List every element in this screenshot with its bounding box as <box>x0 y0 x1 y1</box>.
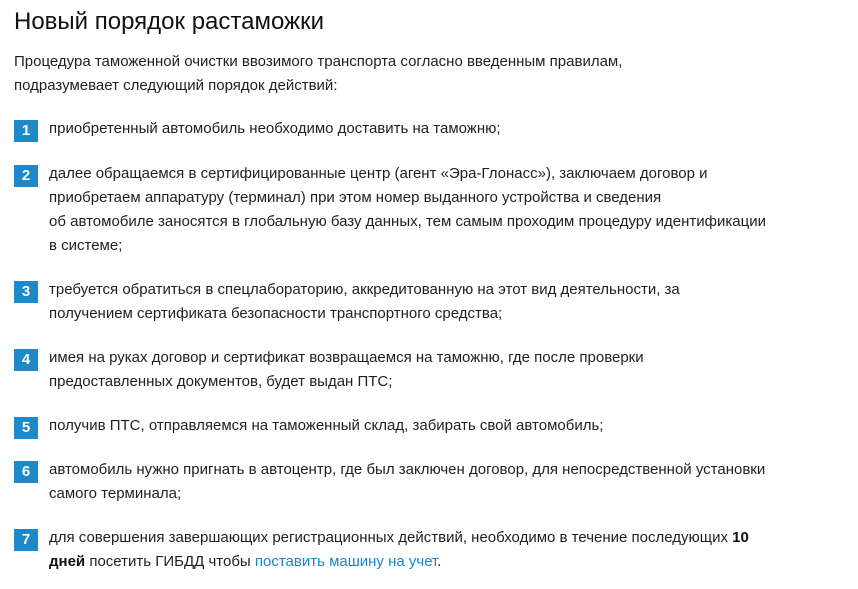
list-item <box>14 117 834 141</box>
intro-line-2: подразумевает следующий порядок действий: <box>14 77 338 94</box>
step-number-badge: 1 <box>14 120 38 142</box>
register-car-link[interactable]: поставить машину на учет <box>254 553 438 570</box>
step-text <box>49 346 834 394</box>
article <box>14 0 844 570</box>
step-line: автомобиль нужно пригнать в автоцентр, где был заключен договор, для непосредственной установки <box>49 461 766 478</box>
list-item <box>14 278 834 326</box>
list-item <box>14 414 834 438</box>
page-title: Новый порядок растаможки <box>14 8 324 35</box>
step-number-badge: 4 <box>14 349 38 371</box>
step-number-badge: 6 <box>14 461 38 483</box>
list-item <box>14 458 834 506</box>
list-item <box>14 346 834 394</box>
step-line: далее обращаемся в сертифицированные центр (агент «Эра-Глонасс»), заключаем договор и <box>49 165 708 182</box>
step-text <box>49 458 834 506</box>
step-line: в системе; <box>49 237 123 254</box>
list-item <box>14 526 834 574</box>
step-line: получением сертификата безопасности транспортного средства; <box>49 305 503 322</box>
step-text <box>49 117 834 141</box>
emphasis-days-word: дней <box>49 553 86 570</box>
step-line: приобретаем аппаратуру (терминал) при этом номер выданного устройства и сведения <box>49 189 662 206</box>
step-line: для совершения завершающих регистрационных действий, необходимо в течение последующих <box>49 529 733 546</box>
step-text <box>49 278 834 326</box>
emphasis-days-number: 10 <box>732 529 749 546</box>
step-text <box>49 162 834 258</box>
step-line: получив ПТС, отправляемся на таможенный склад, забирать свой автомобиль; <box>49 417 604 434</box>
step-line: об автомобиле заносятся в глобальную базу данных, тем самым проходим процедуру идентификации <box>49 213 766 230</box>
step-number-badge: 5 <box>14 417 38 439</box>
intro-line-1: Процедура таможенной очистки ввозимого транспорта согласно введенным правилам, <box>14 53 623 70</box>
step-line: предоставленных документов, будет выдан ПТС; <box>49 373 393 390</box>
step-line: посетить ГИБДД чтобы <box>85 553 255 570</box>
step-number-badge: 7 <box>14 529 38 551</box>
step-line: самого терминала; <box>49 485 182 502</box>
list-item <box>14 162 834 258</box>
intro-paragraph <box>14 50 844 98</box>
step-line-tail: . <box>437 553 442 570</box>
step-number-badge: 3 <box>14 281 38 303</box>
step-line: приобретенный автомобиль необходимо доставить на таможню; <box>49 120 501 137</box>
step-line: требуется обратиться в спецлабораторию, аккредитованную на этот вид деятельности, за <box>49 281 680 298</box>
step-number-badge: 2 <box>14 165 38 187</box>
step-line: имея на руках договор и сертификат возвращаемся на таможню, где после проверки <box>49 349 644 366</box>
step-text <box>49 526 834 574</box>
step-text <box>49 414 834 438</box>
